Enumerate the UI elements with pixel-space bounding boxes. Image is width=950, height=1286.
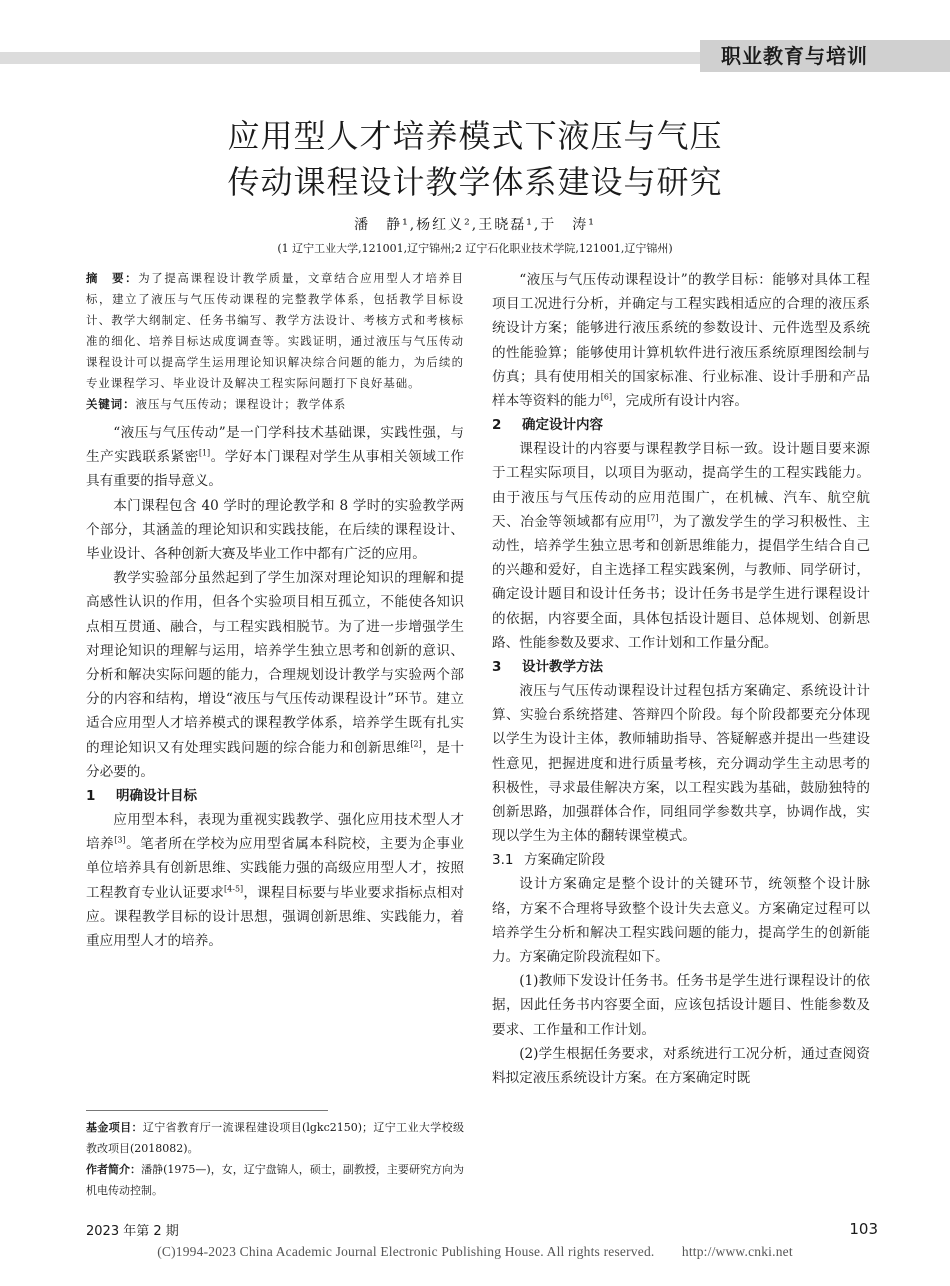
issue-label: 2023 年第 2 期 (86, 1224, 179, 1239)
authors: 潘 静¹,杨红义²,王晓磊¹,于 涛¹ (354, 217, 596, 233)
subsection-heading-3-1: 3.1 方案确定阶段 (492, 852, 605, 869)
keywords (86, 394, 464, 415)
section-tag: 职业教育与培训 (700, 40, 950, 72)
paragraph-objectives: “液压与气压传动课程设计”的教学目标：能够对具体工程项目工况进行分析，并确定与工程实践相适应的合理的液压系统设计方案；能够进行液压系统的参数设计、元件选型及系统的性能验算；能够使用计算机软件进行液压系统原理图绘制与仿真；具有使用相关的国家标准、行业标准、设计手册和产品样本等资料的能力[6]，完成所有设计内容。 (492, 272, 870, 410)
paragraph-step-1: (1)教师下发设计任务书。任务书是学生进行课程设计的依据，因此任务书内容要全面，应该包括设计题目、性能参数及要求、工作量和工作计划。 (492, 973, 870, 1038)
header-strip (0, 52, 700, 64)
paragraph-motivation: 教学实验部分虽然起到了学生加深对理论知识的理解和提高感性认识的作用，但各个实验项目相互孤立，不能使各知识点相互贯通、融合，与工程实践相脱节。为了进一步增强学生对理论知识的理解与运用，培养学生独立思考和创新的意识、分析和解决实际问题的能力，合理规划设计教学与实验两个部分的内容和结构，增设“液压与气压传动课程设计”环节。建立适合应用型人才培养模式的课程教学体系，培养学生既有扎实的理论知识又有处理实践问题的综合能力和创新思维[2]，是十分必要的。 (86, 570, 465, 780)
affiliation: (1 辽宁工业大学,121001,辽宁锦州;2 辽宁石化职业技术学院,121001,辽宁锦州) (277, 242, 673, 255)
abstract (86, 268, 464, 394)
footnote-divider (86, 1110, 328, 1111)
paragraph-content: 课程设计的内容要与课程教学目标一致。设计题目要来源于工程实际项目，以项目为驱动，提高学生的工程实践能力。由于液压与气压传动的应用范围广，在机械、汽车、航空航天、冶金等领域都有应用[7]，为了激发学生的学习积极性、主动性，培养学生独立思考和创新思维能力，提倡学生结合自己的兴趣和爱好，自主选择工程实践案例，与教师、同学研讨，确定设计题目和设计任务书；设计任务书是学生进行课程设计的依据，内容要全面，具体包括设计题目、总体规划、创新思路、性能参数及要求、工作计划和工作量分配。 (492, 441, 871, 651)
section-heading-3: 3 设计教学方法 (492, 659, 603, 676)
citation: [1] (198, 448, 211, 458)
citation: [4-5] (224, 884, 244, 894)
section-heading-1: 1 明确设计目标 (86, 788, 197, 805)
article-title (0, 113, 950, 205)
paragraph-goals: 应用型本科，表现为重视实践教学、强化应用技术型人才培养[3]。笔者所在学校为应用型省属本科院校，主要为企事业单位培养具有创新思维、实践能力强的高级应用型人才，按照工程教育专业认证要求[4-5]，课程目标要与毕业要求指标点相对应。课程教学目标的设计思想，强调创新思维、实践能力，着重应用型人才的培养。 (86, 812, 465, 950)
left-column (86, 268, 464, 953)
paragraph-step-2: (2)学生根据任务要求，对系统进行工况分析，通过查阅资料拟定液压系统设计方案。在方案确定时既 (492, 1045, 870, 1087)
funding-note: 基金项目：辽宁省教育厅一流课程建设项目(lgkc2150)；辽宁工业大学校级教改项目(2018082)。 (86, 1121, 464, 1155)
citation: [7] (647, 513, 659, 523)
citation: [3] (114, 835, 126, 845)
journal-header-band (0, 40, 950, 72)
paragraph-scheme: 设计方案确定是整个设计的关键环节，统领整个设计脉络，方案不合理将导致整个设计失去意义。方案确定过程可以培养学生分析和解决工程实践问题的能力，提高学生的创新能力。方案确定阶段流程如下。 (492, 876, 870, 966)
right-column (492, 268, 870, 1090)
footnotes (86, 1117, 464, 1201)
citation: [6] (600, 392, 613, 402)
keywords-label: 关键词： (86, 397, 136, 411)
copyright-line: (C)1994-2023 China Academic Journal Electronic Publishing House. All rights reserved. http://www.cnki.net (157, 1244, 793, 1259)
paragraph-hours: 本门课程包含 40 学时的理论教学和 8 学时的实验教学两个部分，其涵盖的理论知识和实践技能，在后续的课程设计、毕业设计、各种创新大赛及毕业工作中都有广泛的应用。 (86, 497, 464, 563)
keywords-text: 液压与气压传动；课程设计；教学体系 (135, 397, 347, 411)
page-number: 103 (849, 1220, 878, 1238)
title-line-1: 应用型人才培养模式下液压与气压 (227, 117, 723, 155)
paragraph-method: 液压与气压传动课程设计过程包括方案确定、系统设计计算、实验台系统搭建、答辩四个阶段。每个阶段都要充分体现以学生为设计主体，教师辅助指导、答疑解惑并提出一些建设性意见，把握进度和进行质量考核，充分调动学生主动思考的积极性，寻求最佳解决方案，以工程实践为基础，鼓励独特的创新思路，加强群体合作，同组同学参数共享，协调作战，实现以学生为主体的翻转课堂模式。 (492, 683, 870, 845)
citation: [2] (410, 739, 422, 749)
paragraph-intro: “液压与气压传动”是一门学科技术基础课，实践性强，与生产实践联系紧密[1]。学好本门课程对学生从事相关领域工作具有重要的指导意义。 (86, 425, 465, 490)
abstract-text: 为了提高课程设计教学质量，文章结合应用型人才培养目标，建立了液压与气压传动课程的完整教学体系，包括教学目标设计、教学大纲制定、任务书编写、教学方法设计、考核方式和考核标准的细化、培养目标达成度调查等。实践证明，通过液压与气压传动课程设计可以提高学生运用理论知识解决综合问题的能力，为后续的专业课程学习、毕业设计及解决工程实际问题打下良好基础。 (86, 271, 464, 390)
section-heading-2: 2 确定设计内容 (492, 417, 603, 434)
author-note: 作者简介：潘静(1975—)，女，辽宁盘锦人，硕士，副教授，主要研究方向为机电传动控制。 (86, 1163, 465, 1197)
abstract-label: 摘 要： (86, 271, 139, 285)
title-line-2: 传动课程设计教学体系建设与研究 (227, 163, 723, 201)
